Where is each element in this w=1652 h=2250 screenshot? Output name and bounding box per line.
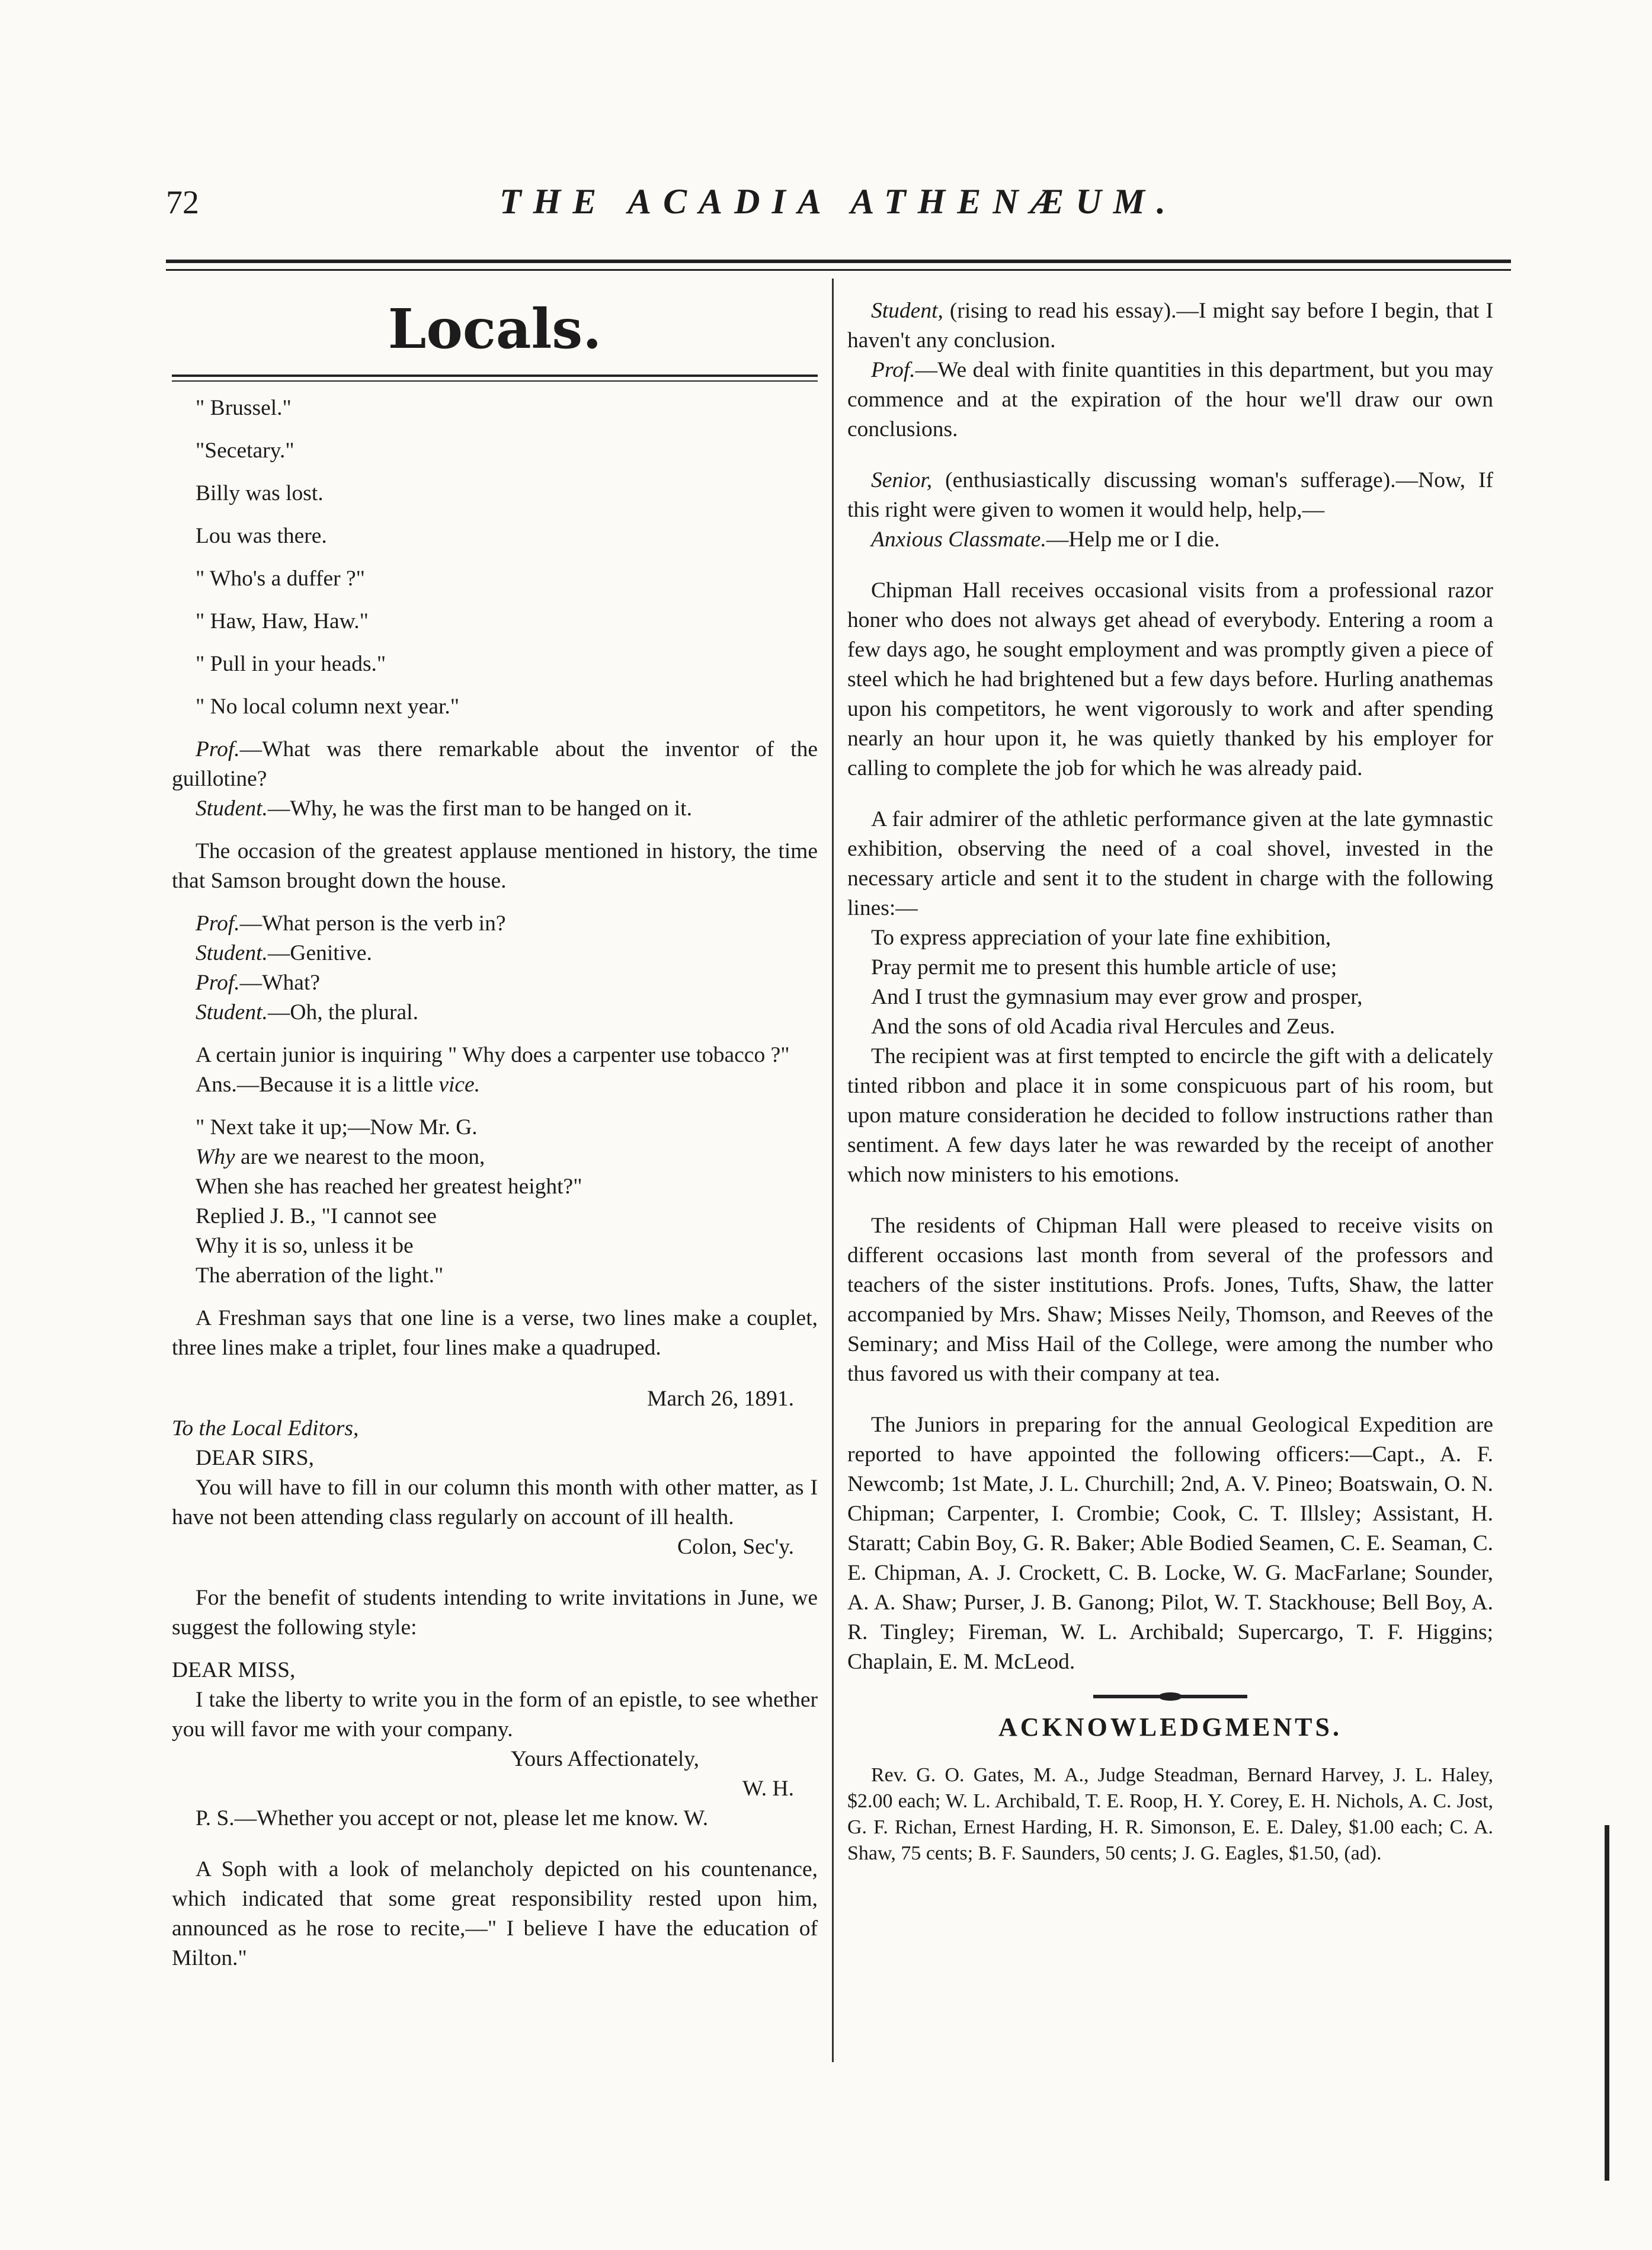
column-divider (832, 279, 834, 2062)
short-quotes (172, 393, 818, 722)
letter-date: March 26, 1891. (647, 1387, 794, 1411)
invitation-salutation: DEAR MISS, (172, 1658, 296, 1682)
dialogue-line (172, 968, 818, 998)
invitation-initials: W. H. (742, 1777, 794, 1801)
carpenter-question: A certain junior is inquiring " Why does a carpenter use tobacco ?" (196, 1043, 790, 1067)
quote-line: " Haw, Haw, Haw." (196, 609, 369, 633)
quote-line: "Secetary." (196, 439, 294, 463)
essay-dialogue (847, 296, 1493, 444)
speaker: Student. (196, 796, 268, 821)
freshman-joke: A Freshman says that one line is a verse, two lines make a couplet, three lines make a triplet, four lines make a quadruped. (172, 1306, 818, 1360)
guillotine-dialogue (172, 735, 818, 824)
speaker: Prof. (196, 737, 240, 761)
carpenter-joke (172, 1041, 818, 1100)
poem-line: Replied J. B., "I cannot see (196, 1204, 437, 1228)
speech: —Help me or I die. (1046, 527, 1220, 552)
dialogue-line (172, 794, 818, 824)
speech: —We deal with finite quantities in this department, but you may commence and at the expiration of the hour we'll draw our own conclusions. (847, 358, 1493, 441)
quote-line: " Pull in your heads." (196, 652, 386, 676)
header-rule-thin (166, 269, 1511, 271)
letter-salutation: DEAR SIRS, (196, 1446, 315, 1470)
quote-line: " No local column next year." (196, 694, 460, 719)
juniors-expedition-item: The Juniors in preparing for the annual Geological Expedition are reported to have appointed the following officers:—Capt., A. F. Newcomb; 1st Mate, J. L. Churchill; 2nd, A. V. Pineo; Boatswain, O. N. Chipman; Carpenter, I. Crombie; Cook, C. T. Illsley; Assistant, H. Staratt; Cabin Boy, G. R. Baker; Able Bodied Seamen, C. E. Seaman, C. E. Chipman, A. J. Crockett, C. B. Locke, W. G. MacFarlane; Sounder, A. A. Shaw; Purser, J. B. Ganong; Pilot, W. T. Stackhouse; Bell Boy, A. R. Tingley; Fireman, W. L. Archibald; Supercargo, T. F. Higgins; Chaplain, E. M. McLeod. (847, 1413, 1493, 1674)
poem-line: When she has reached her greatest height?" (196, 1174, 582, 1199)
verb-dialogue (172, 909, 818, 1028)
speaker: Anxious Classmate. (871, 527, 1046, 552)
invitation-postscript: P. S.—Whether you accept or not, please let me know. W. (196, 1806, 709, 1830)
carpenter-answer (172, 1070, 818, 1100)
dialogue-line (847, 356, 1493, 444)
poem-line: Why it is so, unless it be (196, 1234, 414, 1258)
letter-addressee: To the Local Editors, (172, 1416, 359, 1441)
letter-body: You will have to fill in our column this month with other matter, as I have not been attending class regularly on account of ill health. (172, 1476, 818, 1529)
ornamental-divider (1093, 1695, 1247, 1698)
poem-line: " Next take it up;—Now Mr. G. (196, 1115, 478, 1140)
page-edge-mark (1605, 1825, 1609, 2181)
header-rule-thick (166, 260, 1511, 263)
speaker: Prof. (196, 971, 240, 995)
dialogue-line (172, 939, 818, 968)
poem-line: And the sons of old Acadia rival Hercules and Zeus. (871, 1014, 1336, 1039)
poem-line: To express appreciation of your late fine exhibition, (871, 926, 1331, 950)
answer-prefix: Ans.—Because it is a little (196, 1073, 433, 1097)
running-title: THE ACADIA ATHENÆUM. (499, 182, 1178, 221)
dialogue-line (847, 296, 1493, 356)
invitation-closing: Yours Affectionately, (510, 1747, 699, 1771)
speech: —Genitive. (267, 941, 372, 965)
speech: —What? (239, 971, 321, 995)
page-number: 72 (166, 184, 199, 221)
quote-line: " Brussel." (196, 396, 292, 420)
speaker: Student, (871, 299, 943, 323)
speaker: Prof. (871, 358, 915, 382)
chipman-visits-item: The residents of Chipman Hall were pleased to receive visits on different occasions last month from several of the professors and teachers of the sister institutions. Profs. Jones, Tufts, Shaw, the latter accompanied by Mrs. Shaw; Misses Neily, Thomson, and Reeves of the Seminary; and Miss Hail of the College, were among the number who thus favored us with their company at tea. (847, 1214, 1493, 1386)
speaker: Student. (196, 1000, 268, 1025)
dialogue-line (172, 735, 818, 794)
speaker: Student. (196, 941, 268, 965)
speech: (enthusiastically discussing woman's sufferage).—Now, If this right were given to women it would help, help,— (847, 468, 1493, 522)
poem-line: Pray permit me to present this humble article of use; (871, 955, 1337, 980)
page-header (166, 178, 1511, 237)
acknowledgments-heading: ACKNOWLEDGMENTS. (998, 1713, 1342, 1742)
section-title-locals: Locals. (388, 297, 602, 361)
quote-line: Lou was there. (196, 524, 327, 548)
dialogue-line (172, 998, 818, 1028)
speech: (rising to read his essay).—I might say before I begin, that I haven't any conclusion. (847, 299, 1493, 353)
poem-emphasis: Why (196, 1145, 235, 1169)
quote-line: Billy was lost. (196, 481, 324, 505)
razor-honer-item: Chipman Hall receives occasional visits from a professional razor honer who does not always get ahead of everybody. Entering a room a few days ago, he sought employment and was promptly given a piece of steel which he had brightened but a few days before. Hurling anathemas upon his competitors, he went vigorously to work and after spending nearly an hour upon it, he was quietly thanked by his employer for calling to complete the job for which he was already paid. (847, 578, 1493, 780)
right-column (847, 296, 1493, 1887)
invitation-letter (172, 1656, 818, 1833)
invitation-intro: For the benefit of students intending to write invitations in June, we suggest the following style: (172, 1586, 818, 1640)
applause-joke: The occasion of the greatest applause mentioned in history, the time that Samson brought down the house. (172, 839, 818, 893)
speech: —Oh, the plural. (267, 1000, 418, 1025)
acknowledgments-body: Rev. G. O. Gates, M. A., Judge Steadman, Bernard Harvey, J. L. Haley, $2.00 each; W. L. Archibald, T. E. Roop, H. Y. Corey, E. H. Nichols, A. C. Jost, G. F. Richan, Ernest Harding, H. R. Simonson, E. E. Daley, $1.00 each; C. A. Shaw, 75 cents; B. F. Saunders, 50 cents; J. G. Eagles, $1.50, (ad). (847, 1764, 1493, 1864)
coal-shovel-poem (847, 923, 1493, 1042)
quote-line: " Who's a duffer ?" (196, 566, 365, 591)
poem-line (172, 1142, 818, 1172)
moon-poem (172, 1113, 818, 1291)
letter-signature: Colon, Sec'y. (677, 1535, 794, 1559)
left-column (172, 284, 818, 1986)
poem-line: The aberration of the light." (196, 1263, 444, 1288)
dialogue-line (847, 525, 1493, 555)
speech: —What person is the verb in? (239, 911, 506, 936)
letter-to-editors (172, 1384, 818, 1562)
soph-joke: A Soph with a look of melancholy depicted on his countenance, which indicated that some great responsibility rested upon him, announced as he rose to recite,—" I believe I have the education of Milton." (172, 1857, 818, 1970)
dialogue-line (847, 466, 1493, 525)
coal-shovel-outro: The recipient was at first tempted to encircle the gift with a delicately tinted ribbon and place it in some conspicuous part of his room, but upon mature consideration he decided to follow instructions rather than sentiment. A few days later he was rewarded by the receipt of another which now ministers to his emotions. (847, 1044, 1493, 1187)
section-title-rule (172, 375, 818, 382)
answer-punchword: vice. (438, 1073, 481, 1097)
coal-shovel-intro: A fair admirer of the athletic performance given at the late gymnastic exhibition, observing the need of a coal shovel, invested in the necessary article and sent it to the student in charge with the following lines:— (847, 807, 1493, 920)
dialogue-line (172, 909, 818, 939)
senior-dialogue (847, 466, 1493, 555)
poem-text: are we nearest to the moon, (235, 1145, 485, 1169)
speaker: Prof. (196, 911, 240, 936)
poem-line: And I trust the gymnasium may ever grow and prosper, (871, 985, 1363, 1009)
speech: —What was there remarkable about the inventor of the guillotine? (172, 737, 818, 791)
invitation-body: I take the liberty to write you in the form of an epistle, to see whether you will favor me with your company. (172, 1688, 818, 1742)
speaker: Senior, (871, 468, 933, 492)
speech: —Why, he was the first man to be hanged on it. (267, 796, 693, 821)
